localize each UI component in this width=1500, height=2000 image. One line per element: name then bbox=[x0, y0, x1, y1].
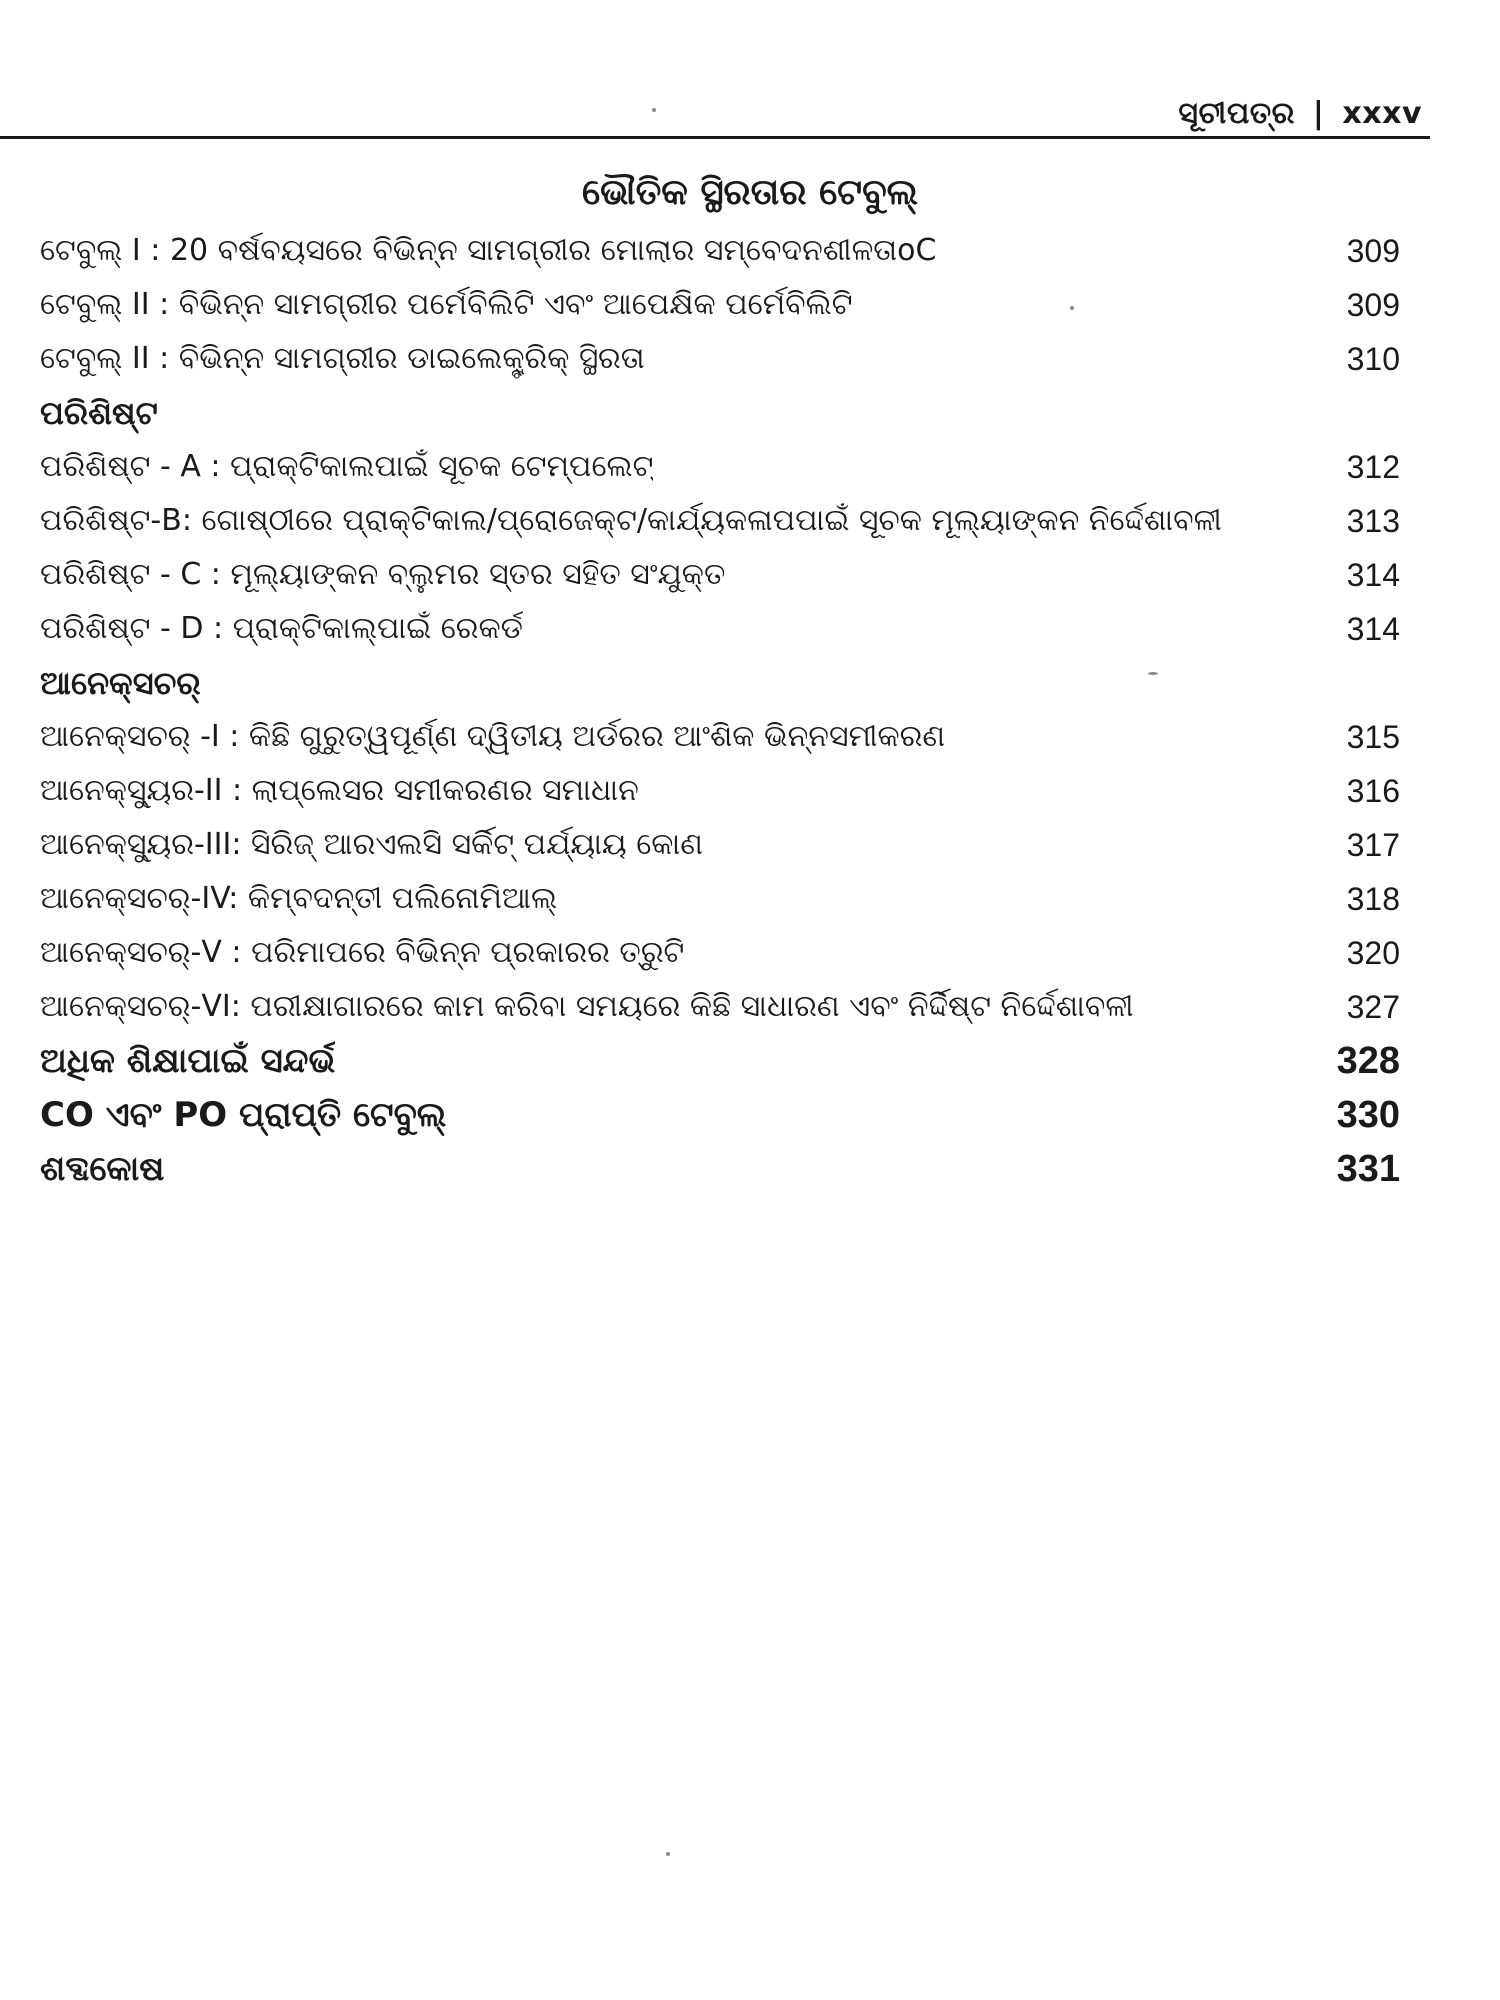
toc-row-4 bbox=[40, 440, 1400, 494]
toc-major-heading: ଅଧିକ ଶିକ୍ଷାପାଇଁ ସନ୍ଦର୍ଭ bbox=[40, 1041, 336, 1081]
toc-row-7 bbox=[40, 602, 1400, 656]
toc-group-heading: ଆନେକ୍ସଚର୍ bbox=[40, 664, 201, 702]
toc-entry-page: 328 bbox=[1336, 1040, 1400, 1082]
scan-speck bbox=[652, 108, 656, 112]
toc-entry-page: 314 bbox=[1346, 611, 1400, 647]
toc-entry-label: ଆନେକ୍ସ୍ୟୁର-II : ଲାପ୍ଲେସର ସମୀକରଣର ସମାଧାନ bbox=[40, 773, 639, 808]
toc-entry-label: ଟେବୁଲ୍ II : ବିଭିନ୍ନ ସାମଗ୍ରୀର ଡାଇଲେକ୍ଟ୍ରିକ୍ ସ୍ଥିରତା bbox=[40, 341, 645, 376]
toc-row-5 bbox=[40, 494, 1400, 548]
toc-entry-label: ପରିଶିଷ୍ଟ - A : ପ୍ରାକ୍ଟିକାଲପାଇଁ ସୂଚକ ଟେମ୍ପଲେଟ୍ bbox=[40, 449, 654, 484]
toc-entry-page: 316 bbox=[1346, 773, 1400, 809]
header-page-number: xxxv bbox=[1342, 96, 1422, 131]
toc-row-13 bbox=[40, 926, 1400, 980]
toc-row-12 bbox=[40, 872, 1400, 926]
toc-entry-label: ଆନେକ୍ସଚର୍-VI: ପରୀକ୍ଷାଗାରରେ କାମ କରିବା ସମୟରେ କିଛି ସାଧାରଣ ଏବଂ ନିର୍ଦ୍ଦିଷ୍ଟ ନିର୍ଦ୍ଦେଶାବଳୀ bbox=[40, 989, 1134, 1024]
toc-entry-label: ପରିଶିଷ୍ଟ - D : ପ୍ରାକ୍ଟିକାଲ୍ପାଇଁ ରେକର୍ଡ bbox=[40, 611, 523, 646]
toc-entry-label: ଆନେକ୍ସ୍ୟୁର-III: ସିରିଜ୍ ଆରଏଲସି ସର୍କିଟ୍ ପର୍ଯ୍ୟାୟ କୋଣ bbox=[40, 827, 703, 862]
toc-row-11 bbox=[40, 818, 1400, 872]
toc-row-3 bbox=[40, 386, 1400, 440]
header-rule bbox=[0, 136, 1430, 139]
toc-group-heading: ପରିଶିଷ୍ଟ bbox=[40, 394, 158, 432]
toc-row-10 bbox=[40, 764, 1400, 818]
toc-row-1 bbox=[40, 278, 1400, 332]
header-separator: | bbox=[1312, 96, 1325, 131]
toc-row-2 bbox=[40, 332, 1400, 386]
toc-entry-page: 327 bbox=[1346, 989, 1400, 1025]
toc-entry-page: 320 bbox=[1346, 935, 1400, 971]
toc-entry-page: 309 bbox=[1346, 287, 1400, 323]
toc-row-16 bbox=[40, 1088, 1400, 1142]
toc-entry-label: ଆନେକ୍ସଚର୍-IV: କିମ୍ବଦନ୍ତୀ ପଲିନୋମିଆଲ୍ bbox=[40, 881, 558, 916]
section-title: ଭୌତିକ ସ୍ଥିରତାର ଟେବୁଲ୍ bbox=[582, 172, 918, 213]
toc-entry-label: ଆନେକ୍ସଚର୍ -I : କିଛି ଗୁରୁତ୍ୱପୂର୍ଣ୍ଣ ଦ୍ୱିତୀୟ ଅର୍ଡରର ଆଂଶିକ ଭିନ୍ନସମୀକରଣ bbox=[40, 719, 946, 754]
running-header bbox=[1178, 96, 1422, 131]
scan-speck bbox=[666, 1852, 670, 1856]
toc-entry-label: ଟେବୁଲ୍ II : ବିଭିନ୍ନ ସାମଗ୍ରୀର ପର୍ମେବିଲିଟି ଏବଂ ଆପେକ୍ଷିକ ପର୍ମେବିଲିଟି bbox=[40, 287, 853, 322]
toc-entry-page: 331 bbox=[1336, 1148, 1400, 1190]
header-section-name: ସୂଚୀପତ୍ର bbox=[1178, 96, 1295, 131]
toc-entry-page: 315 bbox=[1346, 719, 1400, 755]
toc-entry-label: ଟେବୁଲ୍ I : 20 ବର୍ଷବୟସରେ ବିଭିନ୍ନ ସାମଗ୍ରୀର ମୋଲାର ସମ୍ବେଦନଶୀଳତାoC bbox=[40, 233, 937, 268]
toc-entry-label: ଆନେକ୍ସଚର୍-V : ପରିମାପରେ ବିଭିନ୍ନ ପ୍ରକାରର ତ୍ରୁଟି bbox=[40, 935, 685, 970]
toc-entry-page: 312 bbox=[1346, 449, 1400, 485]
toc-entry-page: 310 bbox=[1346, 341, 1400, 377]
toc-row-17 bbox=[40, 1142, 1400, 1196]
scan-speck bbox=[1148, 672, 1158, 675]
toc-entry-page: 314 bbox=[1346, 557, 1400, 593]
toc-entry-page: 317 bbox=[1346, 827, 1400, 863]
toc-row-6 bbox=[40, 548, 1400, 602]
toc-row-15 bbox=[40, 1034, 1400, 1088]
toc-entry-page: 330 bbox=[1336, 1094, 1400, 1136]
toc-major-heading: CO ଏବଂ PO ପ୍ରାପ୍ତି ଟେବୁଲ୍ bbox=[40, 1095, 447, 1135]
scan-speck bbox=[1070, 306, 1074, 310]
toc-major-heading: ଶବ୍ଦକୋଷ bbox=[40, 1149, 165, 1189]
toc-entry-page: 318 bbox=[1346, 881, 1400, 917]
toc-row-9 bbox=[40, 710, 1400, 764]
toc-entry-page: 313 bbox=[1346, 503, 1400, 539]
toc-entry-page: 309 bbox=[1346, 233, 1400, 269]
table-of-contents bbox=[40, 224, 1400, 1196]
toc-row-14 bbox=[40, 980, 1400, 1034]
toc-row-8 bbox=[40, 656, 1400, 710]
toc-entry-label: ପରିଶିଷ୍ଟ-B: ଗୋଷ୍ଠୀରେ ପ୍ରାକ୍ଟିକାଲ/ପ୍ରୋଜେକ୍ଟ/କାର୍ଯ୍ୟକଳାପପାଇଁ ସୂଚକ ମୂଲ୍ୟାଙ୍କନ ନିର୍ଦ୍ଦେଶାବଳୀ bbox=[40, 503, 1222, 538]
toc-row-0 bbox=[40, 224, 1400, 278]
toc-entry-label: ପରିଶିଷ୍ଟ - C : ମୂଲ୍ୟାଙ୍କନ ବ୍ଲୁମର ସ୍ତର ସହିତ ସଂଯୁକ୍ତ bbox=[40, 557, 726, 592]
